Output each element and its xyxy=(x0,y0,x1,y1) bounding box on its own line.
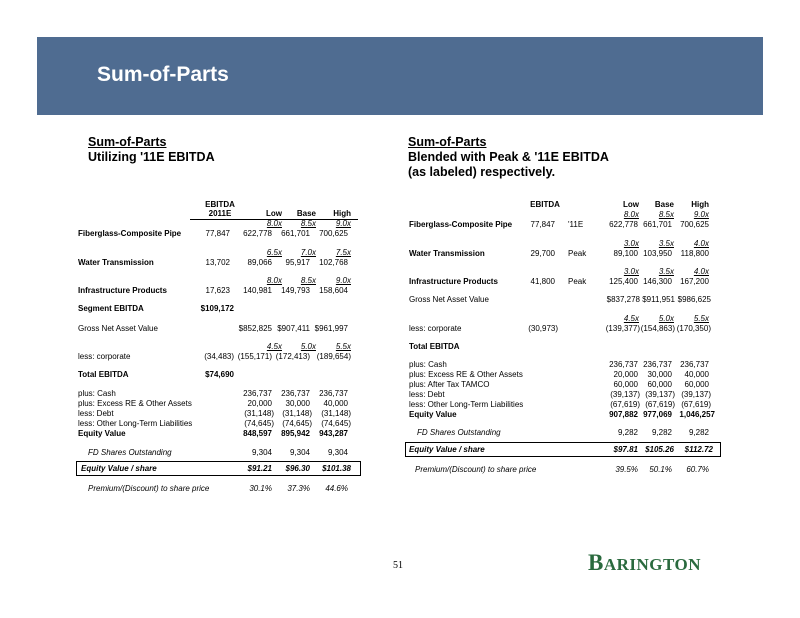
left-debt-high: (31,148) xyxy=(321,409,351,418)
left-cash-high: 236,737 xyxy=(319,389,348,398)
right-fiberglass-low: 622,778 xyxy=(609,220,638,229)
left-infra-label: Infrastructure Products xyxy=(78,286,167,295)
right-tamco-label: plus: After Tax TAMCO xyxy=(409,380,490,389)
left-fd-shares-high: 9,304 xyxy=(327,448,348,457)
right-fiberglass-ebitda: 77,847 xyxy=(530,220,555,229)
left-gnav-base: $907,411 xyxy=(277,324,310,333)
left-fiberglass-mult-low: 8.0x xyxy=(266,219,282,228)
right-excess-label: plus: Excess RE & Other Assets xyxy=(409,370,523,379)
left-corporate-low: (155,171) xyxy=(237,352,272,361)
right-excess-base: 30,000 xyxy=(647,370,672,379)
right-fiberglass-label: Fiberglass-Composite Pipe xyxy=(409,220,513,229)
left-fd-shares-label: FD Shares Outstanding xyxy=(88,448,172,457)
right-equity-low: 907,882 xyxy=(609,410,638,419)
left-fiberglass-base: 661,701 xyxy=(281,229,310,238)
right-infra-high: 167,200 xyxy=(680,277,709,286)
right-fd-shares-base: 9,282 xyxy=(651,428,672,437)
right-infra-label: Infrastructure Products xyxy=(409,277,498,286)
right-infra-base: 146,300 xyxy=(643,277,672,286)
right-ltl-label: less: Other Long-Term Liabilities xyxy=(409,400,524,409)
left-premium-base: 37.3% xyxy=(287,484,310,493)
right-corporate-label: less: corporate xyxy=(409,324,462,333)
right-col-high: High xyxy=(691,200,709,209)
left-heading xyxy=(88,135,215,165)
left-corporate-base: (172,413) xyxy=(275,352,310,361)
page-title: Sum-of-Parts xyxy=(97,63,229,86)
left-water-mult-low: 6.5x xyxy=(266,248,282,257)
right-water-base: 103,950 xyxy=(643,249,672,258)
right-equity-label: Equity Value xyxy=(409,410,457,419)
right-debt-label: less: Debt xyxy=(409,390,445,399)
left-excess-low: 20,000 xyxy=(247,399,272,408)
left-water-mult-high: 7.5x xyxy=(335,248,351,257)
right-tamco-high: 60,000 xyxy=(684,380,709,389)
right-water-high: 118,800 xyxy=(680,249,709,258)
left-equity-low: 848,597 xyxy=(243,429,272,438)
right-cash-base: 236,737 xyxy=(643,360,672,369)
left-infra-high: 158,604 xyxy=(319,286,348,295)
title-banner xyxy=(37,37,763,115)
left-gnav-high: $961,997 xyxy=(314,324,348,333)
right-corporate-mult-high: 5.5x xyxy=(693,314,709,323)
left-infra-mult-base: 8.5x xyxy=(300,276,316,285)
right-total-ebitda-label: Total EBITDA xyxy=(409,342,460,351)
right-excess-low: 20,000 xyxy=(613,370,638,379)
page-number: 51 xyxy=(393,560,403,571)
right-fd-shares-high: 9,282 xyxy=(688,428,709,437)
right-tamco-base: 60,000 xyxy=(647,380,672,389)
right-debt-low: (39,137) xyxy=(610,390,640,399)
right-per-share-low: $97.81 xyxy=(613,445,638,454)
left-debt-label: less: Debt xyxy=(78,409,114,418)
right-corporate-base: (154,863) xyxy=(640,324,675,333)
left-per-share-base: $96.30 xyxy=(285,464,310,473)
left-ltl-base: (74,645) xyxy=(282,419,312,428)
right-premium-label: Premium/(Discount) to share price xyxy=(415,465,537,474)
right-water-low: 89,100 xyxy=(613,249,638,258)
left-col-high: High xyxy=(333,209,351,218)
left-segment-ebitda-value: $109,172 xyxy=(200,304,234,313)
right-water-mult-high: 4.0x xyxy=(693,239,709,248)
right-per-share-high: $112.72 xyxy=(684,445,713,454)
left-debt-base: (31,148) xyxy=(282,409,312,418)
right-ltl-high: (67,619) xyxy=(681,400,711,409)
right-fiberglass-high: 700,625 xyxy=(680,220,709,229)
right-premium-base: 50.1% xyxy=(649,465,672,474)
right-debt-base: (39,137) xyxy=(645,390,675,399)
right-water-period: Peak xyxy=(568,249,587,258)
right-water-label: Water Transmission xyxy=(409,249,485,258)
left-fiberglass-high: 700,625 xyxy=(319,229,348,238)
left-col-base: Base xyxy=(296,209,316,218)
right-cash-label: plus: Cash xyxy=(409,360,447,369)
left-cash-low: 236,737 xyxy=(243,389,272,398)
right-corporate-low: (139,377) xyxy=(605,324,640,333)
left-water-label: Water Transmission xyxy=(78,258,154,267)
left-debt-low: (31,148) xyxy=(244,409,274,418)
right-corporate-mult-low: 4.5x xyxy=(623,314,639,323)
left-corporate-mult-low: 4.5x xyxy=(266,342,282,351)
right-gnav-low: $837,278 xyxy=(606,295,640,304)
right-infra-mult-low: 3.0x xyxy=(623,267,639,276)
left-col-low: Low xyxy=(266,209,282,218)
left-gnav-low: $852,825 xyxy=(238,324,272,333)
left-water-mult-base: 7.0x xyxy=(300,248,316,257)
right-col-low: Low xyxy=(623,200,639,209)
left-infra-ebitda: 17,623 xyxy=(205,286,230,295)
right-fiberglass-base: 661,701 xyxy=(643,220,672,229)
left-equity-high: 943,287 xyxy=(319,429,348,438)
right-fd-shares-label: FD Shares Outstanding xyxy=(417,428,501,437)
left-fd-shares-base: 9,304 xyxy=(289,448,310,457)
left-excess-base: 30,000 xyxy=(285,399,310,408)
right-gnav-high: $986,625 xyxy=(677,295,711,304)
left-fiberglass-label: Fiberglass-Composite Pipe xyxy=(78,229,182,238)
left-corporate-ebitda: (34,483) xyxy=(204,352,234,361)
right-equity-high: 1,046,257 xyxy=(679,410,715,419)
right-infra-period: Peak xyxy=(568,277,587,286)
left-total-ebitda-label: Total EBITDA xyxy=(78,370,129,379)
right-heading xyxy=(408,135,609,180)
left-fiberglass-ebitda: 77,847 xyxy=(205,229,230,238)
left-cash-label: plus: Cash xyxy=(78,389,116,398)
left-fiberglass-low: 622,778 xyxy=(243,229,272,238)
left-water-low: 89,066 xyxy=(247,258,272,267)
left-fiberglass-mult-high: 9.0x xyxy=(335,219,351,228)
left-ltl-label: less: Other Long-Term Liabilities xyxy=(78,419,193,428)
left-ltl-high: (74,645) xyxy=(321,419,351,428)
left-heading-subtitle: Utilizing '11E EBITDA xyxy=(88,150,215,164)
barington-logo xyxy=(588,550,701,576)
left-per-share-label: Equity Value / share xyxy=(81,464,157,473)
right-heading-subtitle: Blended with Peak & '11E EBITDA xyxy=(408,150,609,164)
right-debt-high: (39,137) xyxy=(681,390,711,399)
right-equity-base: 977,069 xyxy=(643,410,672,419)
right-premium-high: 60.7% xyxy=(686,465,709,474)
left-total-ebitda-value: $74,690 xyxy=(205,370,234,379)
left-corporate-mult-high: 5.5x xyxy=(335,342,351,351)
right-fiberglass-mult-low: 8.0x xyxy=(623,210,639,219)
left-excess-high: 40,000 xyxy=(323,399,348,408)
left-infra-low: 140,981 xyxy=(243,286,272,295)
left-col-ebitda-bottom: 2011E xyxy=(208,209,232,218)
left-infra-base: 149,793 xyxy=(281,286,310,295)
right-corporate-mult-base: 5.0x xyxy=(658,314,674,323)
right-cash-high: 236,737 xyxy=(680,360,709,369)
right-infra-low: 125,400 xyxy=(609,277,638,286)
right-gnav-label: Gross Net Asset Value xyxy=(409,295,489,304)
left-cash-base: 236,737 xyxy=(281,389,310,398)
right-heading-title: Sum-of-Parts xyxy=(408,135,487,149)
right-cash-low: 236,737 xyxy=(609,360,638,369)
left-col-ebitda-top: EBITDA xyxy=(205,200,235,209)
right-water-mult-base: 3.5x xyxy=(658,239,674,248)
right-infra-mult-base: 3.5x xyxy=(658,267,674,276)
left-water-base: 95,917 xyxy=(285,258,310,267)
left-water-ebitda: 13,702 xyxy=(205,258,230,267)
right-ltl-low: (67,619) xyxy=(610,400,640,409)
left-per-share-low: $91.21 xyxy=(247,464,272,473)
left-gnav-label: Gross Net Asset Value xyxy=(78,324,158,333)
right-corporate-ebitda: (30,973) xyxy=(528,324,558,333)
right-per-share-label: Equity Value / share xyxy=(409,445,485,454)
right-infra-ebitda: 41,800 xyxy=(530,277,555,286)
right-ltl-base: (67,619) xyxy=(645,400,675,409)
left-premium-label: Premium/(Discount) to share price xyxy=(88,484,210,493)
left-ltl-low: (74,645) xyxy=(244,419,274,428)
left-fiberglass-mult-base: 8.5x xyxy=(300,219,316,228)
left-premium-low: 30.1% xyxy=(249,484,272,493)
right-water-ebitda: 29,700 xyxy=(530,249,555,258)
left-equity-label: Equity Value xyxy=(78,429,126,438)
left-equity-base: 895,942 xyxy=(281,429,310,438)
left-corporate-high: (189,654) xyxy=(316,352,351,361)
right-fiberglass-mult-high: 9.0x xyxy=(693,210,709,219)
right-col-base: Base xyxy=(654,200,674,209)
left-water-high: 102,768 xyxy=(319,258,348,267)
right-tamco-low: 60,000 xyxy=(613,380,638,389)
left-heading-title: Sum-of-Parts xyxy=(88,135,167,149)
left-fd-shares-low: 9,304 xyxy=(251,448,272,457)
right-corporate-high: (170,350) xyxy=(676,324,711,333)
right-col-ebitda: EBITDA xyxy=(530,200,560,209)
left-infra-mult-high: 9.0x xyxy=(335,276,351,285)
left-corporate-label: less: corporate xyxy=(78,352,131,361)
left-premium-high: 44.6% xyxy=(325,484,348,493)
left-corporate-mult-base: 5.0x xyxy=(300,342,316,351)
right-fiberglass-period: '11E xyxy=(568,220,584,229)
right-premium-low: 39.5% xyxy=(615,465,638,474)
right-water-mult-low: 3.0x xyxy=(623,239,639,248)
right-infra-mult-high: 4.0x xyxy=(693,267,709,276)
logo-rest: ARINGTON xyxy=(603,555,702,574)
right-per-share-base: $105.26 xyxy=(645,445,674,454)
left-per-share-high: $101.38 xyxy=(322,464,351,473)
right-heading-subtitle-2: (as labeled) respectively. xyxy=(408,165,556,179)
right-gnav-base: $911,951 xyxy=(642,295,675,304)
left-infra-mult-low: 8.0x xyxy=(266,276,282,285)
right-excess-high: 40,000 xyxy=(684,370,709,379)
logo-initial: B xyxy=(588,550,604,575)
right-fiberglass-mult-base: 8.5x xyxy=(658,210,674,219)
left-excess-label: plus: Excess RE & Other Assets xyxy=(78,399,192,408)
right-fd-shares-low: 9,282 xyxy=(617,428,638,437)
left-segment-ebitda-label: Segment EBITDA xyxy=(78,304,144,313)
